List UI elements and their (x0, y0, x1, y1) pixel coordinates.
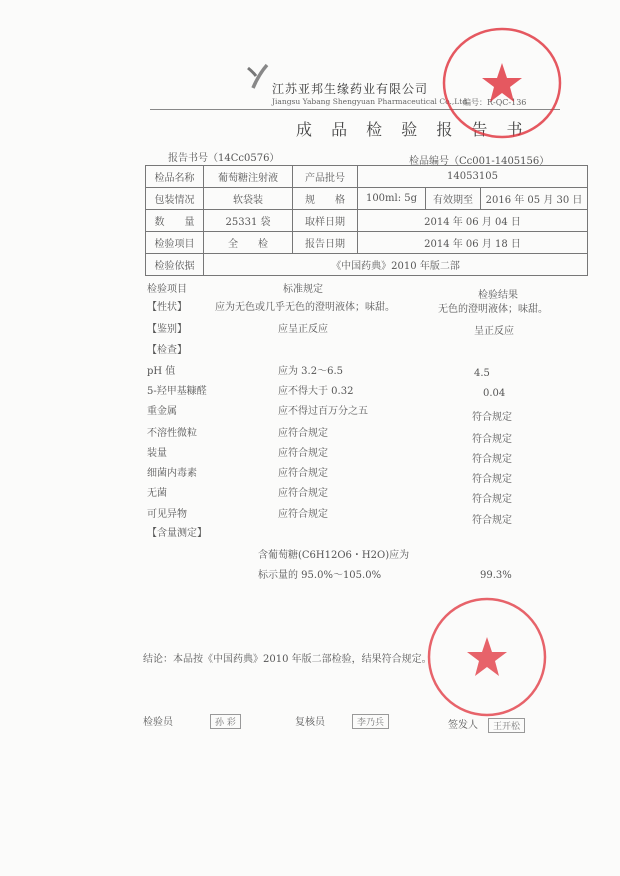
batch-number: 14053105 (358, 166, 588, 188)
label: 检品名称 (146, 166, 204, 188)
result-standard: 应符合规定 (278, 488, 328, 499)
label: 报告日期 (293, 232, 358, 254)
label: 检验依据 (146, 254, 204, 276)
inspector-signature: 孙 彩 (210, 714, 241, 729)
label: 包装情况 (146, 188, 204, 210)
spec: 100ml: 5g (358, 188, 426, 210)
issuer-label: 签发人 (448, 720, 478, 731)
result-value: 符合规定 (472, 434, 512, 445)
company-seal-icon (440, 25, 565, 140)
result-standard: 应为无色或几乎无色的澄明液体；味甜。 (215, 302, 395, 313)
result-value: 无色的澄明液体；味甜。 (438, 304, 548, 315)
result-value: 符合规定 (472, 515, 512, 526)
result-item: 【鉴别】 (147, 324, 187, 335)
result-value: 符合规定 (472, 494, 512, 505)
result-value: 符合规定 (472, 474, 512, 485)
result-value: 4.5 (474, 368, 490, 379)
results-header-item: 检验项目 (147, 284, 187, 295)
sampling-date: 2014 年 06 月 04 日 (358, 210, 588, 232)
result-value: 符合规定 (472, 454, 512, 465)
label: 取样日期 (293, 210, 358, 232)
conclusion: 结论：本品按《中国药典》2010 年版二部检验，结果符合规定。 (143, 654, 432, 665)
result-item: 【检查】 (147, 345, 187, 356)
inspection-seal-icon (425, 595, 550, 720)
result-item: 细菌内毒素 (147, 468, 197, 479)
document-title: 成 品 检 验 报 告 书 (296, 120, 530, 139)
label: 有效期至 (426, 188, 481, 210)
company-logo-icon (245, 62, 271, 90)
reviewer-label: 复核员 (295, 717, 325, 728)
reviewer-signature: 李乃兵 (352, 714, 389, 729)
table-row (146, 254, 588, 276)
results-header-standard: 标准规定 (283, 284, 323, 295)
result-item: 重金属 (147, 406, 177, 417)
assay-standard-line2: 标示量的 95.0%～105.0% (258, 570, 382, 581)
expiry-date: 2016 年 05 月 30 日 (481, 188, 588, 210)
result-value: 呈正反应 (474, 326, 514, 337)
company-name-cn: 江苏亚邦生缘药业有限公司 (272, 82, 429, 96)
result-item: 5-羟甲基糠醛 (147, 386, 207, 397)
result-standard: 应符合规定 (278, 448, 328, 459)
table-row (146, 166, 588, 188)
label: 规 格 (293, 188, 358, 210)
result-standard: 应不得大于 0.32 (278, 386, 354, 397)
inspector-label: 检验员 (143, 717, 173, 728)
label: 产品批号 (293, 166, 358, 188)
result-item: 【性状】 (147, 302, 187, 313)
quantity: 25331 袋 (204, 210, 293, 232)
result-item: 可见异物 (147, 509, 187, 520)
table-row (146, 210, 588, 232)
product-info-table (145, 165, 588, 276)
product-name: 葡萄糖注射液 (204, 166, 293, 188)
package: 软袋装 (204, 188, 293, 210)
company-name-en: Jiangsu Yabang Shengyuan Pharmaceutical Co.,Ltd (272, 97, 468, 106)
label: 检验项目 (146, 232, 204, 254)
result-item: 不溶性微粒 (147, 428, 197, 439)
form-code: 编号：R-QC-136 (463, 98, 527, 107)
sample-number: 检品编号（Cc001-1405156） (409, 156, 550, 167)
result-standard: 应符合规定 (278, 428, 328, 439)
result-standard: 应符合规定 (278, 468, 328, 479)
result-value: 0.04 (483, 388, 506, 399)
result-value: 符合规定 (472, 412, 512, 423)
label: 数 量 (146, 210, 204, 232)
report-number: 报告书号（14Cc0576） (168, 153, 280, 164)
result-item: pH 值 (147, 366, 176, 377)
result-item: 【含量测定】 (147, 528, 207, 539)
results-header-result: 检验结果 (478, 290, 518, 301)
assay-standard-line1: 含葡萄糖(C6H12O6・H2O)应为 (258, 550, 410, 561)
result-standard: 应为 3.2～6.5 (278, 366, 343, 377)
report-date: 2014 年 06 月 18 日 (358, 232, 588, 254)
inspection-basis: 《中国药典》2010 年版二部 (204, 254, 588, 276)
assay-result: 99.3% (480, 570, 512, 581)
result-standard: 应不得过百万分之五 (278, 406, 368, 417)
table-row (146, 188, 588, 210)
result-standard: 应符合规定 (278, 509, 328, 520)
issuer-signature: 王开松 (488, 718, 525, 733)
result-item: 装量 (147, 448, 167, 459)
result-standard: 应呈正反应 (278, 324, 328, 335)
result-item: 无菌 (147, 488, 167, 499)
table-row (146, 232, 588, 254)
inspection-scope: 全 检 (204, 232, 293, 254)
